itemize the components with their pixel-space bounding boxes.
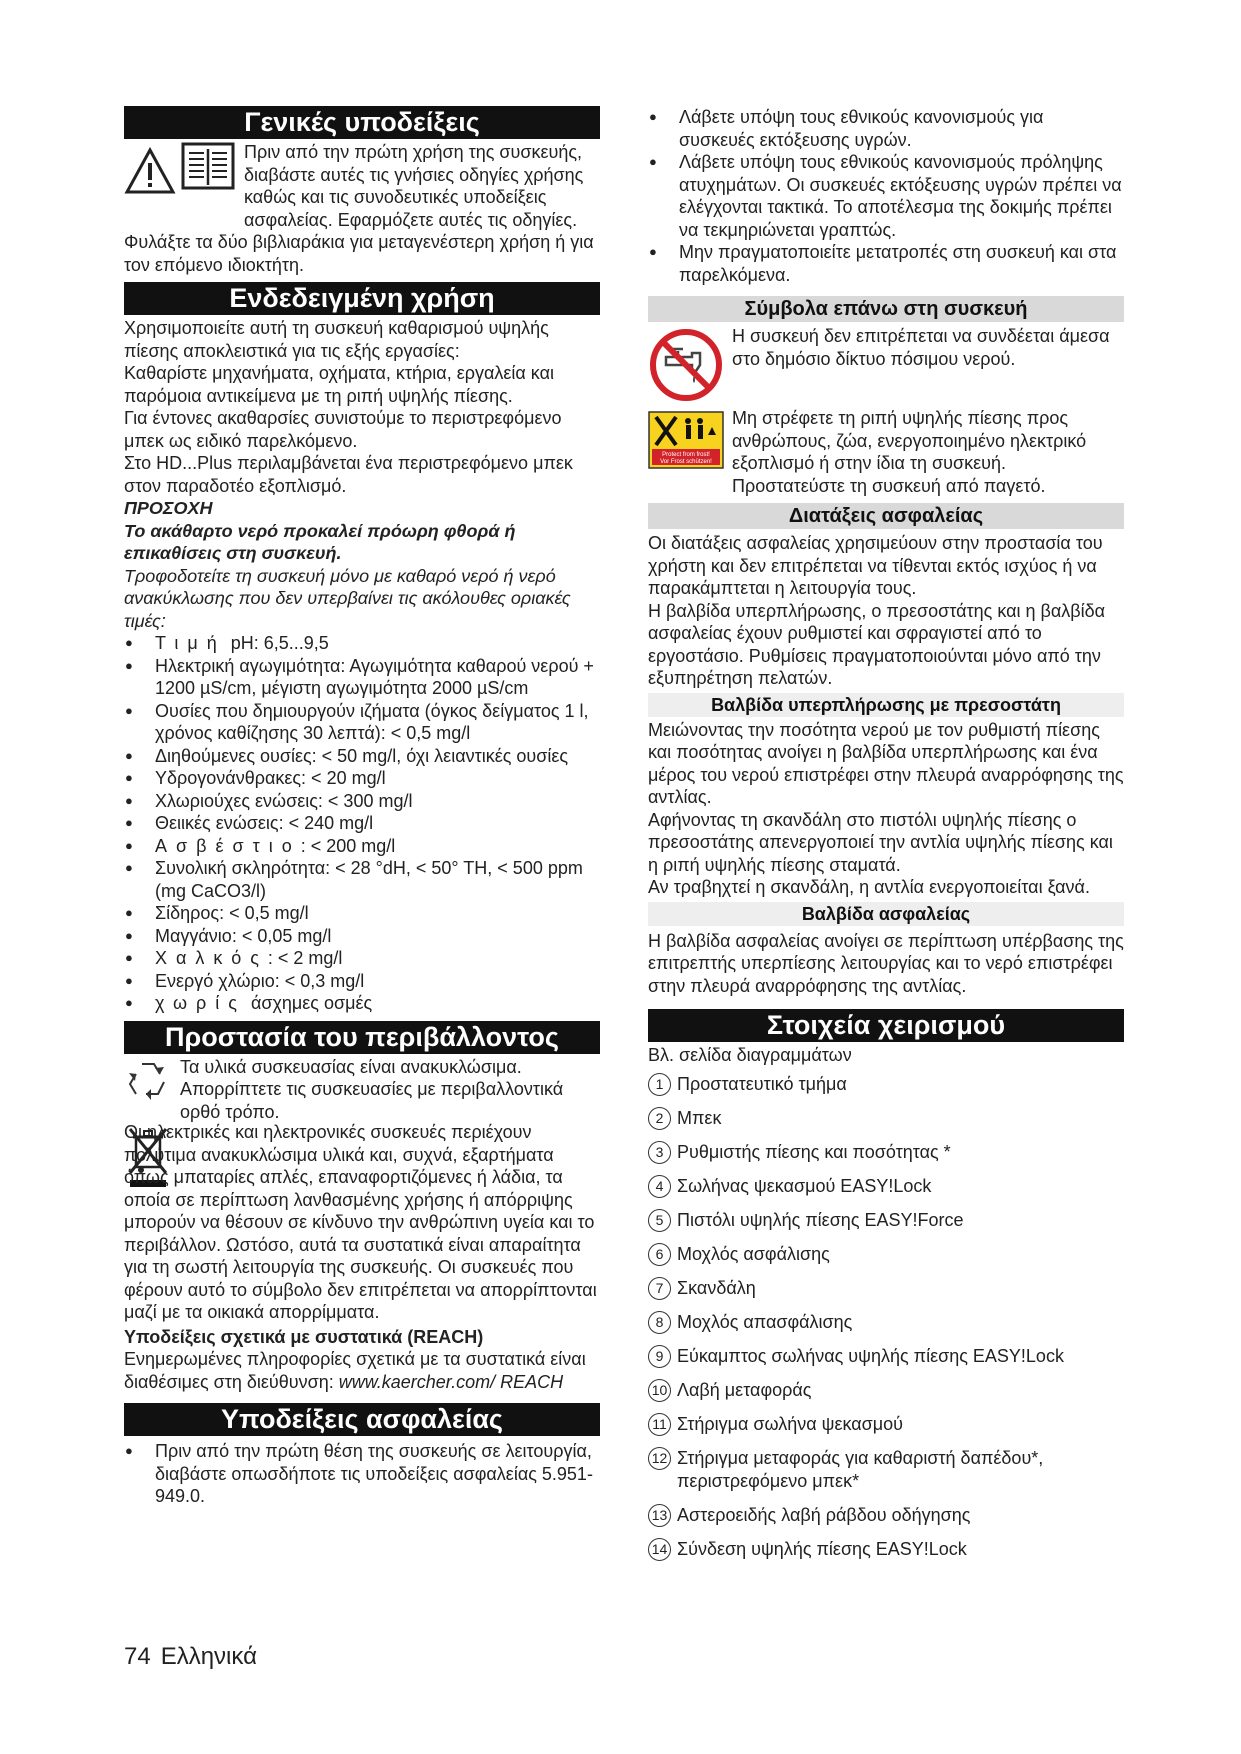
frost-label-en: Protect from frost! — [662, 452, 710, 458]
symbol-text-1: Η συσκευή δεν επιτρέπεται να συνδέεται άμεσα στο δημόσιο δίκτυο πόσιμου νερού. — [732, 326, 1110, 369]
overflow-text-2: Αφήνοντας τη σκανδάλη στο πιστόλι υψηλής πίεσης ο πρεσοστάτης απενεργοποιεί την αντλία υψηλής πίεσης και η ριπή υψηλής πίεσης σταματά. — [648, 809, 1113, 875]
item-number: 10 — [648, 1379, 671, 1402]
intended-text-3: Για έντονες ακαθαρσίες συνιστούμε το περιστρεφόμενο μπεκ ως ειδικό παρελκόμενο. — [124, 408, 562, 451]
list-item: 3 Ρυθμιστής πίεσης και ποσότητας * — [648, 1141, 1124, 1164]
list-item: 11 Στήριγμα σωλήνα ψεκασμού — [648, 1413, 1124, 1436]
safety-devices-heading: Διατάξεις ασφαλείας — [648, 503, 1124, 529]
safety-list-continued — [648, 106, 1124, 286]
safety-list — [124, 1440, 600, 1508]
item-number: 11 — [648, 1413, 671, 1436]
item-number: 9 — [648, 1345, 671, 1368]
list-item: ● Μαγγάνιο: < 0,05 mg/l — [124, 925, 600, 948]
no-drinking-water-connection-icon — [648, 327, 724, 403]
list-item: ● Ενεργό χλώριο: < 0,3 mg/l — [124, 970, 600, 993]
safety-heading: Υποδείξεις ασφαλείας — [124, 1403, 600, 1436]
item-number: 12 — [648, 1447, 671, 1470]
list-item: ● Θειικές ενώσεις: < 240 mg/l — [124, 812, 600, 835]
manual-book-icon — [180, 141, 236, 191]
controls-list — [648, 1073, 1124, 1561]
list-item: 10 Λαβή μεταφοράς — [648, 1379, 1124, 1402]
item-number: 5 — [648, 1209, 671, 1232]
list-item: ● Λάβετε υπόψη τους εθνικούς κανονισμούς για συσκευές εκτόξευσης υγρών. — [648, 106, 1124, 151]
list-item: 1 Προστατευτικό τμήμα — [648, 1073, 1124, 1096]
environment-heading: Προστασία του περιβάλλοντος — [124, 1021, 600, 1054]
overflow-text-3: Αν τραβηχτεί η σκανδάλη, η αντλία ενεργοποιείται ξανά. — [648, 877, 1090, 897]
list-item: ● Λάβετε υπόψη τους εθνικούς κανονισμούς πρόληψης ατυχημάτων. Οι συσκευές εκτόξευσης υγρών πρέπει να ελέγχονται τακτικά. Το αποτέλεσμα της δοκιμής πρέπει να τεκμηριώνεται γραπτώς. — [648, 151, 1124, 241]
list-item: ● Ηλεκτρική αγωγιμότητα: Αγωγιμότητα καθαρού νερού + 1200 µS/cm, μέγιστη αγωγιμότητα 2000 µS/cm — [124, 655, 600, 700]
reach-text: Ενημερωμένες πληροφορίες σχετικά με τα συστατικά είναι διαθέσιμες στη διεύθυνση: www.kaercher.com/ REACH — [124, 1349, 586, 1392]
list-item: ● Χαλκός: < 2 mg/l — [124, 947, 600, 970]
intended-text-4: Στο HD...Plus περιλαμβάνεται ένα περιστρεφόμενο μπεκ στον παραδοτέο εξοπλισμό. — [124, 453, 573, 496]
water-limits-list — [124, 632, 600, 1015]
symbols-heading: Σύμβολα επάνω στη συσκευή — [648, 296, 1124, 322]
caution-label: ΠΡΟΣΟΧΗ — [124, 498, 213, 518]
right-column — [648, 106, 1124, 1572]
page-number: 74 — [124, 1643, 151, 1670]
item-number: 7 — [648, 1277, 671, 1300]
safety-devices-text-2: Η βαλβίδα υπερπλήρωσης, ο πρεσοστάτης και η βαλβίδα ασφαλείας έχουν ρυθμιστεί και σφραγιστεί από το εργοστάσιο. Ρυθμίσεις πραγματοποιούνται μόνο από την εξυπηρέτηση πελατών. — [648, 600, 1106, 688]
item-number: 2 — [648, 1107, 671, 1130]
symbol-no-jet — [648, 407, 1124, 497]
caution-note: Τροφοδοτείτε τη συσκευή μόνο με καθαρό νερό ή νερό ανακύκλωσης που δεν υπερβαίνει τις ακόλουθες οριακές τιμές: — [124, 565, 571, 631]
intended-text-2: Καθαρίστε μηχανήματα, οχήματα, κτήρια, εργαλεία και παρόμοια αντικείμενα με τη ριπή υψηλής πίεσης. — [124, 363, 554, 406]
frost-label-de: Vor Frost schützen! — [660, 459, 712, 465]
item-number: 13 — [648, 1504, 671, 1527]
reach-heading: Υποδείξεις σχετικά με συστατικά (REACH) — [124, 1326, 484, 1347]
list-item: ● Ουσίες που δημιουργούν ιζήματα (όγκος δείγματος 1 l, χρόνος καθίζησης 30 λεπτά): < 0,5 mg/l — [124, 700, 600, 745]
item-number: 8 — [648, 1311, 671, 1334]
environment-text-2: Οι ηλεκτρικές και ηλεκτρονικές συσκευές περιέχουν πολύτιμα ανακυκλώσιμα υλικά και, συχνά, εξαρτήματα όπως μπαταρίες απλές, επαναφορτιζόμενες ή λάδια, τα οποία σε περίπτωση λανθασμένης χρήσης ή απόρριψης μπορούν να θέσουν σε κίνδυνο την ανθρώπινη υγεία και το περιβάλλον. Ωστόσο, αυτά τα συστατικά είναι απαραίτητα για τη σωστή λειτουργία της συσκευής. Οι συσκευές που φέρουν αυτό το σύμβολο δεν επιτρέπεται να απορρίπτονται μαζί με τα οικιακά απορρίμματα. — [124, 1122, 597, 1322]
list-item: 14 Σύνδεση υψηλής πίεσης EASY!Lock — [648, 1538, 1124, 1561]
overflow-valve-heading: Βαλβίδα υπερπλήρωσης με πρεσοστάτη — [648, 693, 1124, 717]
intended-use-heading: Ενδεδειγμένη χρήση — [124, 282, 600, 315]
relief-valve-heading: Βαλβίδα ασφαλείας — [648, 902, 1124, 926]
item-number: 6 — [648, 1243, 671, 1266]
general-text-2: Φυλάξτε τα δύο βιβλιαράκια για μεταγενέστερη χρήση ή για τον επόμενο ιδιοκτήτη. — [124, 232, 594, 275]
list-item: 7 Σκανδάλη — [648, 1277, 1124, 1300]
item-number: 1 — [648, 1073, 671, 1096]
list-item: ● Μην πραγματοποιείτε μετατροπές στη συσκευή και στα παρελκόμενα. — [648, 241, 1124, 286]
list-item: ● χωρίς άσχημες οσμές — [124, 992, 600, 1015]
overflow-text-1: Μειώνοντας την ποσότητα νερού με τον ρυθμιστή πίεσης και ποσότητας ανοίγει η βαλβίδα υπερπλήρωσης και ένα μέρος του νερού επιστρέφει στην πλευρά αναρρόφησης της αντλίας. — [648, 719, 1124, 807]
no-jet-at-people-frost-icon — [648, 411, 724, 469]
warning-triangle-icon — [124, 147, 176, 195]
footer-language: Ελληνικά — [160, 1643, 257, 1670]
symbol-no-drinking-water — [648, 325, 1124, 403]
caution-warning: Το ακάθαρτο νερό προκαλεί πρόωρη φθορά ή επικαθίσεις στη συσκευή. — [124, 520, 516, 563]
page-footer — [124, 1643, 267, 1671]
list-item: ● Πριν από την πρώτη θέση της συσκευής σε λειτουργία, διαβάστε οπωσδήποτε τις υποδείξεις ασφαλείας 5.951-949.0. — [124, 1440, 600, 1508]
relief-text-1: Η βαλβίδα ασφαλείας ανοίγει σε περίπτωση υπέρβασης της επιτρεπτής υπερπίεσης λειτουργίας και το νερό επιστρέφει στην πλευρά αναρρόφησης της αντλίας. — [648, 930, 1124, 996]
environment-packaging — [124, 1056, 600, 1124]
list-item: ● Σίδηρος: < 0,5 mg/l — [124, 902, 600, 925]
list-item: 9 Εύκαμπτος σωλήνας υψηλής πίεσης EASY!Lock — [648, 1345, 1124, 1368]
environment-text-1: Τα υλικά συσκευασίας είναι ανακυκλώσιμα. Απορρίπτετε τις συσκευασίες με περιβαλλοντικά ορθό τρόπο. — [180, 1056, 564, 1122]
list-item: 6 Μοχλός ασφάλισης — [648, 1243, 1124, 1266]
list-item: ● Χλωριούχες ενώσεις: < 300 mg/l — [124, 790, 600, 813]
list-item: 13 Αστεροειδής λαβή ράβδου οδήγησης — [648, 1504, 1124, 1527]
list-item: ● Διηθούμενες ουσίες: < 50 mg/l, όχι λειαντικές ουσίες — [124, 745, 600, 768]
list-item: ● Τιμή pH: 6,5...9,5 — [124, 632, 600, 655]
controls-intro: Βλ. σελίδα διαγραμμάτων — [648, 1045, 852, 1065]
list-item: 12 Στήριγμα μεταφοράς για καθαριστή δαπέδου*, περιστρεφόμενο μπεκ* — [648, 1447, 1124, 1493]
symbol-text-2b: Προστατεύστε τη συσκευή από παγετό. — [732, 475, 1046, 496]
list-item: 5 Πιστόλι υψηλής πίεσης EASY!Force — [648, 1209, 1124, 1232]
list-item: ● Συνολική σκληρότητα: < 28 °dH, < 50° TH, < 500 ppm (mg CaCO3/l) — [124, 857, 600, 902]
intended-text-1: Χρησιμοποιείτε αυτή τη συσκευή καθαρισμού υψηλής πίεσης αποκλειστικά για τις εξής εργασίες: — [124, 318, 549, 361]
reach-link[interactable]: www.kaercher.com/ REACH — [338, 1371, 564, 1392]
general-heading: Γενικές υποδείξεις — [124, 106, 600, 139]
list-item: ● Ασβέστιο: < 200 mg/l — [124, 835, 600, 858]
left-column — [124, 106, 600, 1508]
item-number: 3 — [648, 1141, 671, 1164]
item-number: 4 — [648, 1175, 671, 1198]
list-item: ● Υδρογονάνθρακες: < 20 mg/l — [124, 767, 600, 790]
list-item: 8 Μοχλός απασφάλισης — [648, 1311, 1124, 1334]
symbol-text-2a: Μη στρέφετε τη ριπή υψηλής πίεσης προς ανθρώπους, ζώα, ενεργοποιημένο ηλεκτρικό εξοπλισμό ή στην ίδια τη συσκευή. — [732, 408, 1087, 473]
safety-devices-text-1: Οι διατάξεις ασφαλείας χρησιμεύουν στην προστασία του χρήστη και δεν επιτρέπεται να τίθενται εκτός ισχύος ή να παρακάμπτεται η λειτουργία τους. — [648, 533, 1103, 598]
recycle-icon — [124, 1058, 172, 1104]
item-number: 14 — [648, 1538, 671, 1561]
controls-heading: Στοιχεία χειρισμού — [648, 1009, 1124, 1042]
list-item: 4 Σωλήνας ψεκασμού EASY!Lock — [648, 1175, 1124, 1198]
general-text-1: Πριν από την πρώτη χρήση της συσκευής, διαβάστε αυτές τις γνήσιες οδηγίες χρήσης καθώς και τις συνοδευτικές υποδείξεις ασφαλείας. Εφαρμόζετε αυτές τις οδηγίες. — [244, 142, 584, 230]
general-intro — [124, 141, 600, 231]
list-item: 2 Μπεκ — [648, 1107, 1124, 1130]
